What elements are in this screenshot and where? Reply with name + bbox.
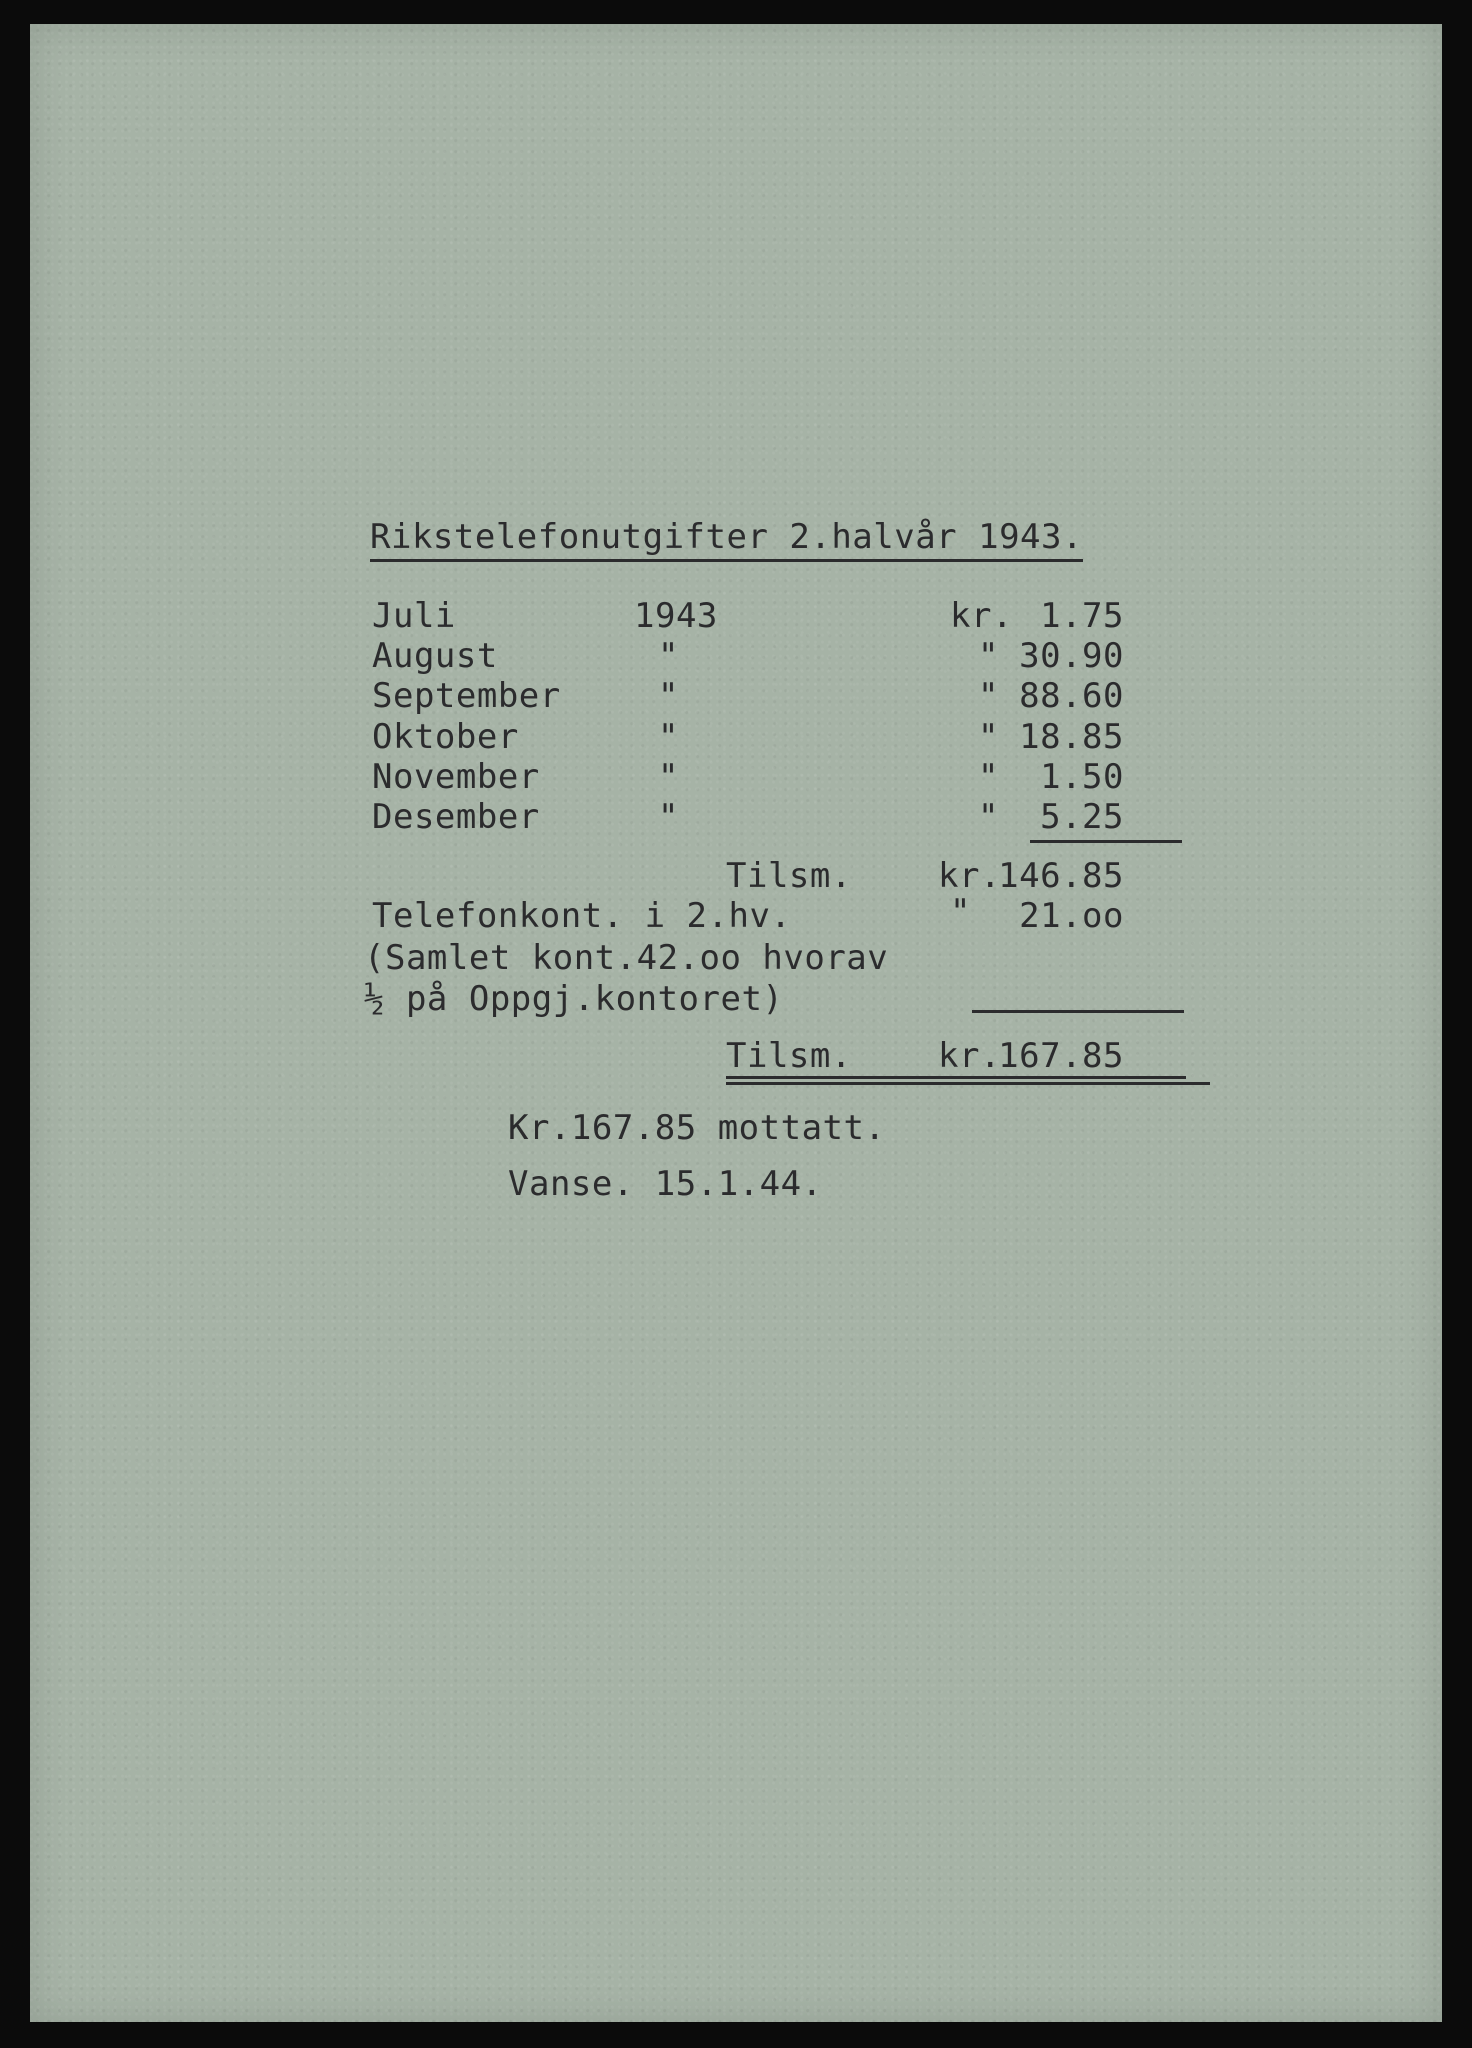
row-amount: 88.60 <box>1019 676 1124 716</box>
row-year: " <box>658 797 679 837</box>
row-currency: " <box>978 797 999 837</box>
document-title: Rikstelefonutgifter 2.halvår 1943. <box>370 517 1083 562</box>
row-month: Juli <box>372 596 456 636</box>
row-currency: " <box>978 636 999 676</box>
row-year: " <box>658 717 679 757</box>
total-label: Tilsm. <box>726 1036 852 1076</box>
total-currency: kr. <box>938 1036 1001 1076</box>
row-amount: 1.75 <box>1040 596 1124 636</box>
subtotal-label: Tilsm. <box>726 856 852 896</box>
row-month: November <box>372 757 540 797</box>
total-rule <box>972 1010 1184 1013</box>
place-date: Vanse. 15.1.44. <box>508 1164 823 1204</box>
row-year: " <box>658 676 679 716</box>
phone-amount: 21.oo <box>1019 896 1124 936</box>
subtotal-currency: kr. <box>938 856 1001 896</box>
total-amount: 167.85 <box>998 1036 1124 1076</box>
row-currency: " <box>978 757 999 797</box>
sum-rule <box>1030 840 1182 843</box>
document-sheet <box>30 24 1442 2022</box>
row-month: Desember <box>372 797 540 837</box>
note-line-1: (Samlet kont.42.oo hvorav <box>364 938 889 978</box>
row-currency: kr. <box>950 596 1013 636</box>
phone-label: Telefonkont. i 2.hv. <box>372 896 792 936</box>
row-month: August <box>372 636 498 676</box>
row-year: " <box>658 757 679 797</box>
row-currency: " <box>978 717 999 757</box>
row-amount: 1.50 <box>1040 757 1124 797</box>
receipt-text: Kr.167.85 mottatt. <box>508 1108 886 1148</box>
double-underline <box>726 1082 1210 1085</box>
row-month: Oktober <box>372 717 519 757</box>
row-currency: " <box>978 676 999 716</box>
row-amount: 5.25 <box>1040 797 1124 837</box>
row-year: 1943 <box>634 596 718 636</box>
note-line-2: ½ på Oppgj.kontoret) <box>364 979 784 1019</box>
subtotal-amount: 146.85 <box>998 856 1124 896</box>
row-year: " <box>658 636 679 676</box>
row-month: September <box>372 676 561 716</box>
row-amount: 18.85 <box>1019 717 1124 757</box>
row-amount: 30.90 <box>1019 636 1124 676</box>
phone-currency: " <box>950 892 971 932</box>
